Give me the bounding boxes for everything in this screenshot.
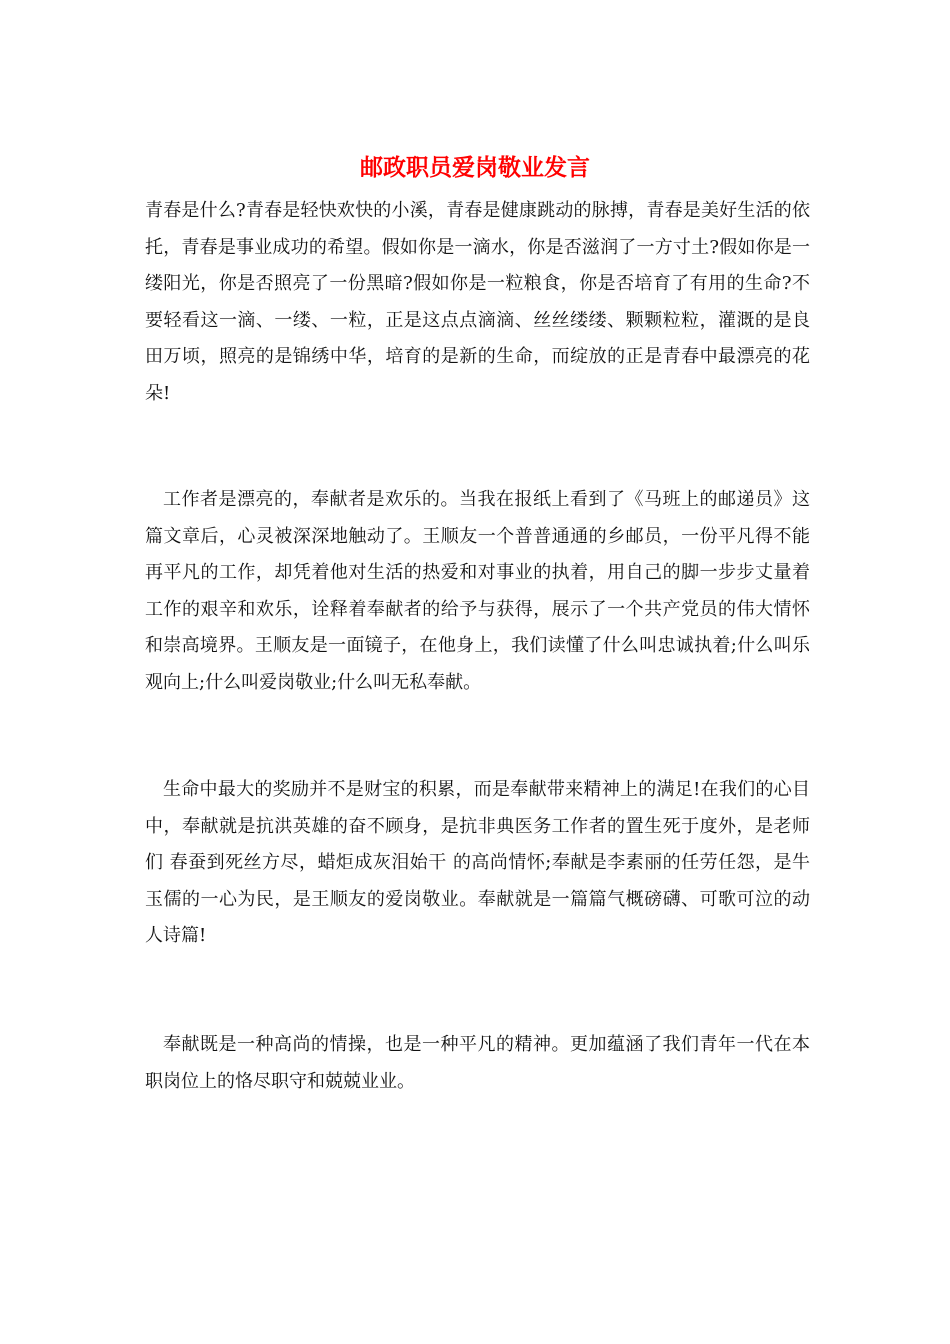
paragraph-2: 工作者是漂亮的，奉献者是欢乐的。当我在报纸上看到了《马班上的邮递员》这篇文章后，心灵被深深地触动了。王顺友一个普普通通的乡邮员，一份平凡得不能再平凡的工作，却凭着他对生活的热爱和对事业的执着，用自己的脚一步步丈量着工作的艰辛和欢乐，诠释着奉献者的给予与获得，展示了一个共产党员的伟大情怀和崇高境界。王顺友是一面镜子，在他身上，我们读懂了什么叫忠诚执着;什么叫乐观向上;什么叫爱岗敬业;什么叫无私奉献。 xyxy=(145,489,810,693)
paragraph-4: 奉献既是一种高尚的情操，也是一种平凡的精神。更加蕴涵了我们青年一代在本职岗位上的恪尽职守和兢兢业业。 xyxy=(145,1034,810,1092)
paragraph-3: 生命中最大的奖励并不是财宝的积累，而是奉献带来精神上的满足!在我们的心目中，奉献就是抗洪英雄的奋不顾身，是抗非典医务工作者的置生死于度外，是老师们 春蚕到死丝方尽，蜡炬成灰泪始干 的高尚情怀;奉献是李素丽的任劳任怨，是牛玉儒的一心为民，是王顺友的爱岗敬业。奉献就是一篇篇气概磅礴、可歌可泣的动人诗篇! xyxy=(145,779,810,946)
paragraph-1: 青春是什么?青春是轻快欢快的小溪，青春是健康跳动的脉搏，青春是美好生活的依托，青春是事业成功的希望。假如你是一滴水，你是否滋润了一方寸土?假如你是一缕阳光，你是否照亮了一份黑暗?假如你是一粒粮食，你是否培育了有用的生命?不要轻看这一滴、一缕、一粒，正是这点点滴滴、丝丝缕缕、颗颗粒粒，灌溉的是良田万顷，照亮的是锦绣中华，培育的是新的生命，而绽放的正是青春中最漂亮的花朵! xyxy=(145,200,810,404)
document-title: 邮政职员爱岗敬业发言 xyxy=(360,154,590,181)
